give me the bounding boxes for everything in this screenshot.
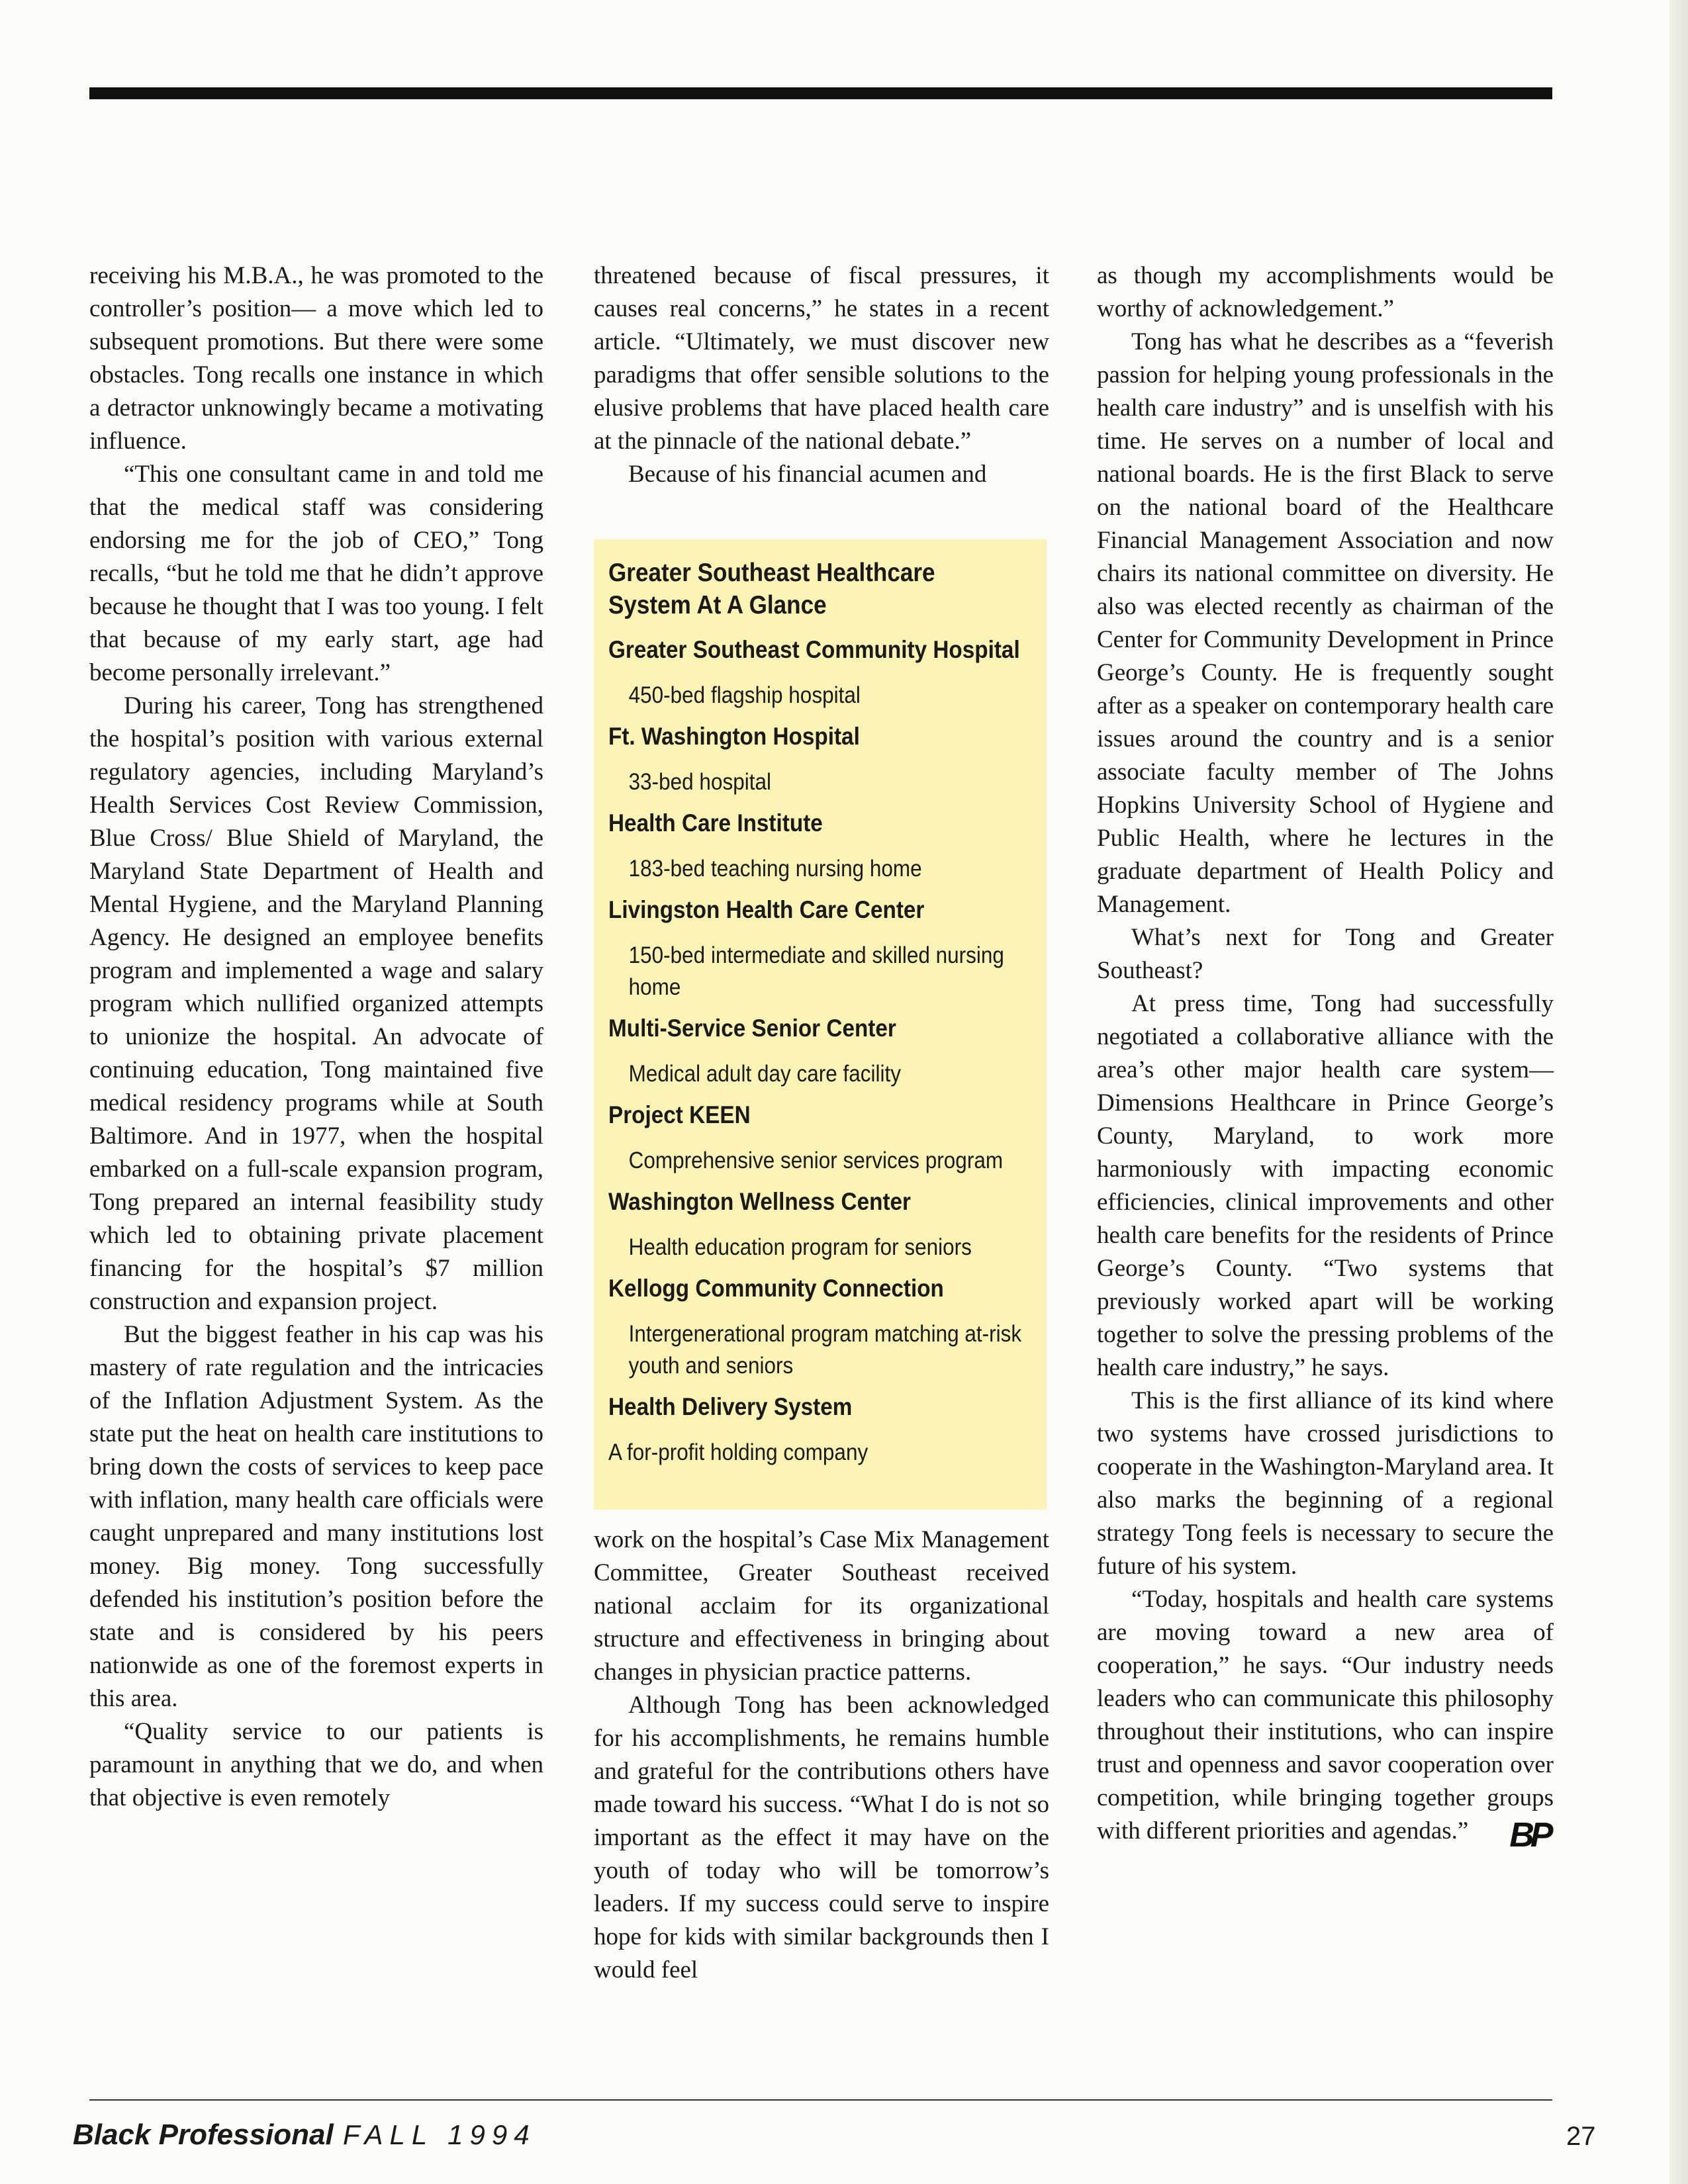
paragraph: as though my accomplishments would be worthy of acknowledgement.” bbox=[1097, 262, 1554, 322]
paragraph: At press time, Tong had successfully negotiated a collaborative alliance with the area’s other major health care system— Dimensions Healthcare in Prince George’s County, Maryland, to work more harmoniously with impacting economic efficiencies, clinical improvements and other health care benefits for the residents of Prince George’s County. “Two systems that previously worked apart will be working together to solve the pressing problems of the health care industry,” he says. bbox=[1097, 990, 1554, 1381]
facility-name: Health Care Institute bbox=[608, 809, 823, 837]
sidebar-entry bbox=[608, 1273, 1032, 1382]
article-column-2-bottom bbox=[594, 1524, 1049, 1987]
paragraph: Because of his financial acumen and bbox=[628, 461, 987, 488]
bp-end-mark-icon: BP bbox=[1509, 1816, 1550, 1854]
article-column-1 bbox=[89, 259, 543, 1815]
facility-name: Kellogg Community Connection bbox=[608, 1275, 944, 1302]
facility-name: Washington Wellness Center bbox=[608, 1188, 912, 1215]
facility-description: Medical adult day care facility bbox=[628, 1061, 902, 1087]
paragraph: “Quality service to our patients is paramount in anything that we do, and when that objective is even remotely bbox=[89, 1718, 543, 1811]
sidebar-entry bbox=[608, 721, 1032, 798]
facility-description: Intergenerational program matching at-risk youth and seniors bbox=[628, 1321, 1022, 1379]
facility-description: 33-bed hospital bbox=[628, 769, 772, 795]
footer-rule bbox=[89, 2099, 1552, 2101]
issue-date: FALL 1994 bbox=[343, 2119, 536, 2150]
paragraph: “This one consultant came in and told me that the medical staff was considering endorsing me for the job of CEO,” Tong recalls, “but he told me that he didn’t approve because he thought that I was too young. I felt that because of my early start, age had become personally irrelevant.” bbox=[89, 461, 543, 686]
facility-description: Comprehensive senior services program bbox=[628, 1148, 1004, 1173]
article-column-3 bbox=[1097, 259, 1554, 1854]
sidebar-entry bbox=[608, 1013, 1032, 1090]
facility-name: Multi-Service Senior Center bbox=[608, 1015, 896, 1042]
sidebar-entry bbox=[608, 635, 1032, 711]
paragraph-final bbox=[1097, 1583, 1554, 1854]
page-edge bbox=[1669, 0, 1688, 2184]
article-column-2-top bbox=[594, 259, 1049, 491]
facility-name: Project KEEN bbox=[608, 1101, 751, 1128]
sidebar-entry bbox=[608, 895, 1032, 1003]
paragraph: receiving his M.B.A., he was promoted to the controller’s position— a move which led to subsequent promotions. But there were some obstacles. Tong recalls one instance in which a detractor unknowingly became a motivating influence. bbox=[89, 262, 543, 455]
paragraph: During his career, Tong has strengthened the hospital’s position with various external regulatory agencies, including Maryland’s Health Services Cost Review Commission, Blue Cross/ Blue Shield of Maryland, the Maryland State Department of Health and Mental Hygiene, and the Maryland Planning Agency. He designed an employee benefits program and implemented a wage and salary program which nullified organized attempts to unionize the hospital. An advocate of continuing education, Tong maintained five medical residency programs while at South Baltimore. And in 1977, when the hospital embarked on a full-scale expansion program, Tong prepared an internal feasibility study which led to obtaining private placement financing for the hospital’s $7 million construction and expansion project. bbox=[89, 692, 543, 1315]
facility-name: Greater Southeast Community Hospital bbox=[608, 636, 1020, 663]
facility-description: 150-bed intermediate and skilled nursing home bbox=[628, 942, 1004, 1000]
facility-name: Livingston Health Care Center bbox=[608, 896, 925, 923]
facility-description: 450-bed flagship hospital bbox=[628, 682, 861, 708]
paragraph-text: “Today, hospitals and health care systems are moving toward a new area of cooperation,” he says. “Our industry needs leaders who can communicate this philosophy throughout their institutions, who can inspire trust and openness and savor cooperation over competition, while bringing together groups with different priorities and agendas.” bbox=[1097, 1586, 1554, 1844]
magazine-name: Black Professional bbox=[73, 2118, 334, 2151]
sidebar-entry bbox=[608, 808, 1032, 885]
paragraph: What’s next for Tong and Greater Southeast? bbox=[1097, 924, 1554, 984]
paragraph: Although Tong has been acknowledged for his accomplishments, he remains humble and grateful for the contributions others have made toward his success. “What I do is not so important as the effect it may have on the youth of today who will be tomorrow’s leaders. If my success could serve to inspire hope for kids with similar backgrounds then I would feel bbox=[594, 1692, 1049, 1983]
sidebar-title: Greater Southeast Healthcare System At A Glance bbox=[608, 559, 935, 619]
facility-description: A for-profit holding company bbox=[608, 1439, 868, 1465]
facility-description: Health education program for seniors bbox=[628, 1234, 972, 1260]
paragraph: threatened because of fiscal pressures, it causes real concerns,” he states in a recent article. “Ultimately, we must discover new paradigms that offer sensible solutions to the elusive problems that have placed health care at the pinnacle of the national debate.” bbox=[594, 262, 1049, 455]
facility-name: Ft. Washington Hospital bbox=[608, 723, 860, 750]
sidebar-entry bbox=[608, 1100, 1032, 1177]
sidebar-entry bbox=[608, 1187, 1032, 1263]
paragraph: But the biggest feather in his cap was his mastery of rate regulation and the intricacies of the Inflation Adjustment System. As the state put the heat on health care institutions to bring down the costs of services to keep pace with inflation, many health care officials were caught unprepared and many institutions lost money. Big money. Tong successfully defended his institution’s position before the state and is considered by his peers nationwide as one of the foremost experts in this area. bbox=[89, 1321, 543, 1712]
sidebar-entry bbox=[608, 1392, 1032, 1469]
facility-description: 183-bed teaching nursing home bbox=[628, 856, 922, 882]
page-number: 27 bbox=[1566, 2122, 1596, 2151]
sidebar-box bbox=[594, 539, 1047, 1510]
paragraph: This is the first alliance of its kind where two systems have crossed jurisdictions to cooperate in the Washington-Maryland area. It also marks the beginning of a regional strategy Tong feels is necessary to secure the future of his system. bbox=[1097, 1387, 1554, 1580]
top-rule bbox=[89, 87, 1552, 99]
paragraph: work on the hospital’s Case Mix Management Committee, Greater Southeast received national acclaim for its organizational structure and effectiveness in bringing about changes in physician practice patterns. bbox=[594, 1526, 1049, 1686]
facility-name: Health Delivery System bbox=[608, 1393, 853, 1420]
paragraph: Tong has what he describes as a “feverish passion for helping young professionals in the health care industry” and is unselfish with his time. He serves on a number of local and national boards. He is the first Black to serve on the national board of the Healthcare Financial Management Association and now chairs its national committee on diversity. He also was elected recently as chairman of the Center for Community Development in Prince George’s County. He is frequently sought after as a speaker on contemporary health care issues around the country and is a senior associate faculty member of The Johns Hopkins University School of Hygiene and Public Health, where he lectures in the graduate department of Health Policy and Management. bbox=[1097, 328, 1554, 918]
